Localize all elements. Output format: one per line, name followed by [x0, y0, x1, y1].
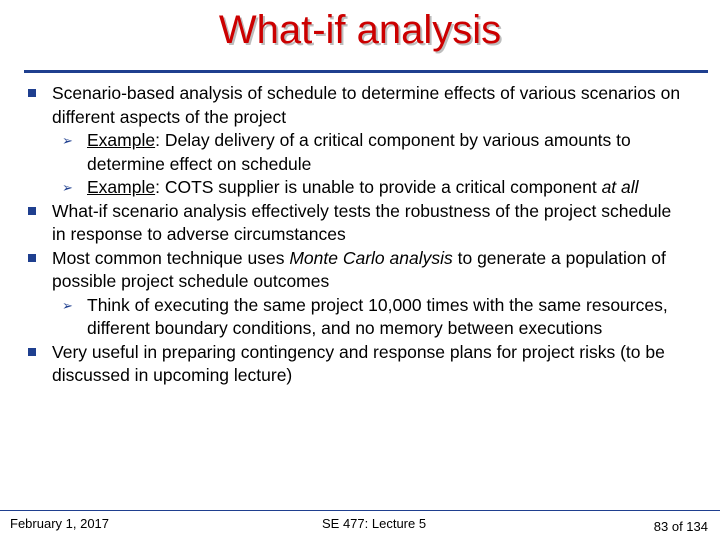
slide-title: What-if analysis [218, 8, 502, 52]
footer-divider [0, 510, 720, 511]
example-label: Example [87, 130, 156, 150]
arrowhead-bullet-icon: ➢ [62, 297, 73, 313]
footer-date: February 1, 2017 [10, 516, 110, 531]
bullet-text: What-if scenario analysis effectively tests the robustness of the project schedule in response to adverse circumstances [52, 200, 672, 244]
square-bullet-icon [28, 254, 36, 262]
slide-body [0, 82, 720, 388]
bullet-item [0, 200, 682, 247]
sub-bullet-item [0, 176, 687, 200]
bullet-text: Very useful in preparing contingency and response plans for project risks (to be discussed in upcoming lecture) [52, 341, 665, 385]
bullet-text: Most common technique uses [52, 247, 290, 268]
sub-bullet-item [0, 129, 687, 176]
bullet-text-continued: to generate a population of possible project schedule outcomes [52, 247, 666, 291]
emphasis-text: Monte Carlo analysis [289, 247, 453, 268]
bullet-text: Delay delivery of a critical component by various amounts to determine effect on schedule [87, 130, 631, 174]
square-bullet-icon [28, 348, 36, 356]
page-number: 83 of 134 [653, 519, 708, 534]
sub-bullet-item [0, 294, 687, 341]
label-separator: : [155, 130, 165, 150]
square-bullet-icon [28, 89, 36, 97]
bullet-text: COTS supplier is unable to provide a critical component [164, 177, 602, 197]
arrowhead-bullet-icon: ➢ [62, 133, 73, 148]
title-divider [24, 70, 708, 73]
label-separator: : [155, 177, 165, 197]
footer-course: SE 477: Lecture 5 [322, 516, 427, 531]
square-bullet-icon [28, 207, 36, 215]
bullet-item [0, 341, 682, 388]
bullet-text: Think of executing the same project 10,000 times with the same resources, different boundary conditions, and no memory between executions [87, 294, 668, 338]
arrowhead-bullet-icon: ➢ [62, 180, 73, 195]
example-label: Example [87, 177, 156, 197]
bullet-item [0, 247, 682, 294]
bullet-item [0, 82, 682, 129]
emphasis-text: at all [601, 177, 639, 197]
bullet-text: Scenario-based analysis of schedule to determine effects of various scenarios on different aspects of the project [52, 83, 681, 127]
